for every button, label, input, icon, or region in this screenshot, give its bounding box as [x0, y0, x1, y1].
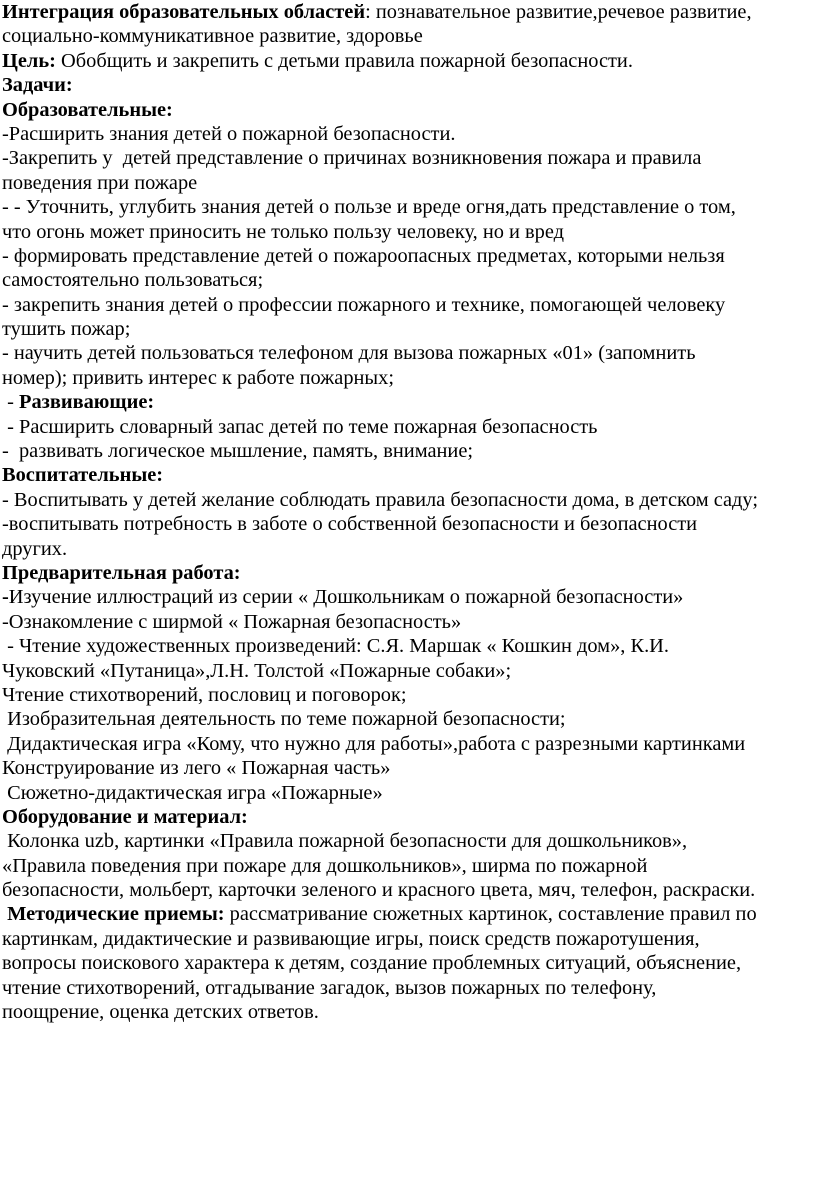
bold-heading: Задачи:: [2, 74, 73, 97]
line-text: Дидактическая игра «Кому, что нужно для работы»,работа с разрезными картинками: [2, 732, 746, 755]
text-line: [2, 244, 816, 268]
text-line: [2, 317, 816, 341]
text-line: [2, 805, 816, 829]
text-line: [2, 439, 816, 463]
line-text: - закрепить знания детей о профессии пожарного и технике, помогающей человеку: [2, 293, 726, 316]
text-line: [2, 854, 816, 878]
bold-heading: Образовательные:: [2, 98, 173, 121]
bold-heading: Оборудование и материал:: [2, 805, 248, 828]
line-text: Изобразительная деятельность по теме пожарной безопасности;: [2, 708, 566, 731]
text-line: [2, 220, 816, 244]
bold-heading: Методические приемы:: [7, 903, 225, 926]
text-line: [2, 341, 816, 365]
line-text: Чуковский «Путаница»,Л.Н. Толстой «Пожарные собаки»;: [2, 659, 512, 682]
line-text: Конструирование из лего « Пожарная часть»: [2, 757, 391, 780]
text-line: [2, 488, 816, 512]
line-text: Чтение стихотворений, пословиц и поговорок;: [2, 683, 407, 706]
text-line: [2, 951, 816, 975]
text-line: [2, 756, 816, 780]
line-text: что огонь может приносить не только пользу человеку, но и вред: [2, 220, 565, 243]
text-line: [2, 73, 816, 97]
line-text: других.: [2, 537, 68, 560]
line-text: - - Уточнить, углубить знания детей о пользе и вреде огня,дать представление о том,: [2, 196, 736, 219]
line-text: картинкам, дидактические и развивающие игры, поиск средств пожаротушения,: [2, 927, 700, 950]
line-text: номер); привить интерес к работе пожарных;: [2, 366, 394, 389]
line-text: самостоятельно пользоваться;: [2, 269, 264, 292]
text-line: [2, 781, 816, 805]
text-line: [2, 659, 816, 683]
line-text: - формировать представление детей о пожароопасных предметах, которыми нельзя: [2, 244, 725, 267]
text-line: [2, 610, 816, 634]
text-line: [2, 293, 816, 317]
line-text: чтение стихотворений, отгадывание загадок, вызов пожарных по телефону,: [2, 976, 657, 999]
text-line: [2, 707, 816, 731]
text-line: [2, 927, 816, 951]
text-line: [2, 561, 816, 585]
text-line: [2, 98, 816, 122]
line-text: -Ознакомление с ширмой « Пожарная безопасность»: [2, 610, 462, 633]
bold-heading: -: [2, 586, 9, 609]
text-line: [2, 878, 816, 902]
line-text: - научить детей пользоваться телефоном для вызова пожарных «01» (запомнить: [2, 342, 696, 365]
line-text: -Расширить знания детей о пожарной безопасности.: [2, 122, 456, 145]
line-text: рассматривание сюжетных картинок, составление правил по: [224, 903, 757, 926]
text-line: [2, 976, 816, 1000]
line-text: Сюжетно-дидактическая игра «Пожарные»: [2, 781, 383, 804]
line-text: «Правила поведения при пожаре для дошкольников», ширма по пожарной: [2, 854, 648, 877]
line-text: Обобщить и закрепить с детьми правила пожарной безопасности.: [55, 49, 633, 72]
text-line: [2, 49, 816, 73]
line-text: тушить пожар;: [2, 318, 131, 341]
bold-heading: Интеграция образовательных областей: [2, 1, 366, 23]
text-line: [2, 415, 816, 439]
text-line: [2, 902, 816, 926]
bold-heading: Развивающие:: [19, 391, 155, 414]
text-line: [2, 24, 816, 48]
text-line: [2, 1000, 816, 1024]
line-text: - Чтение художественных произведений: С.Я. Маршак « Кошкин дом», К.И.: [2, 635, 669, 658]
line-text: поведения при пожаре: [2, 171, 198, 194]
line-text: -воспитывать потребность в заботе о собственной безопасности и безопасности: [2, 513, 698, 536]
text-line: [2, 195, 816, 219]
text-line: [2, 390, 816, 414]
text-line: [2, 463, 816, 487]
text-line: [2, 171, 816, 195]
text-line: [2, 0, 816, 24]
document-body: [2, 0, 816, 1024]
line-text: социально-коммуникативное развитие, здоровье: [2, 25, 423, 48]
line-text: - Воспитывать у детей желание соблюдать правила безопасности дома, в детском саду;: [2, 488, 759, 511]
text-line: [2, 366, 816, 390]
text-line: [2, 585, 816, 609]
bold-heading: Цель:: [2, 49, 56, 72]
bold-heading: Воспитательные:: [2, 464, 164, 487]
text-line: [2, 512, 816, 536]
bold-heading: Предварительная работа:: [2, 561, 241, 584]
line-text: - Расширить словарный запас детей по теме пожарная безопасность: [2, 415, 598, 438]
line-text: вопросы поискового характера к детям, создание проблемных ситуаций, объяснение,: [2, 952, 742, 975]
line-text: Колонка uzb, картинки «Правила пожарной безопасности для дошкольников»,: [2, 830, 688, 853]
text-line: [2, 146, 816, 170]
text-line: [2, 829, 816, 853]
line-prefix: -: [2, 391, 19, 414]
text-line: [2, 122, 816, 146]
line-text: - развивать логическое мышление, память, внимание;: [2, 440, 474, 463]
text-line: [2, 634, 816, 658]
line-text: Изучение иллюстраций из серии « Дошкольникам о пожарной безопасности»: [8, 586, 684, 609]
line-text: поощрение, оценка детских ответов.: [2, 1001, 319, 1024]
line-text: : познавательное развитие,речевое развитие,: [365, 1, 752, 23]
text-line: [2, 683, 816, 707]
text-line: [2, 268, 816, 292]
line-text: -Закрепить у детей представление о причинах возникновения пожара и правила: [2, 147, 702, 170]
text-line: [2, 537, 816, 561]
text-line: [2, 732, 816, 756]
line-text: безопасности, мольберт, карточки зеленого и красного цвета, мяч, телефон, раскраски.: [2, 879, 756, 902]
